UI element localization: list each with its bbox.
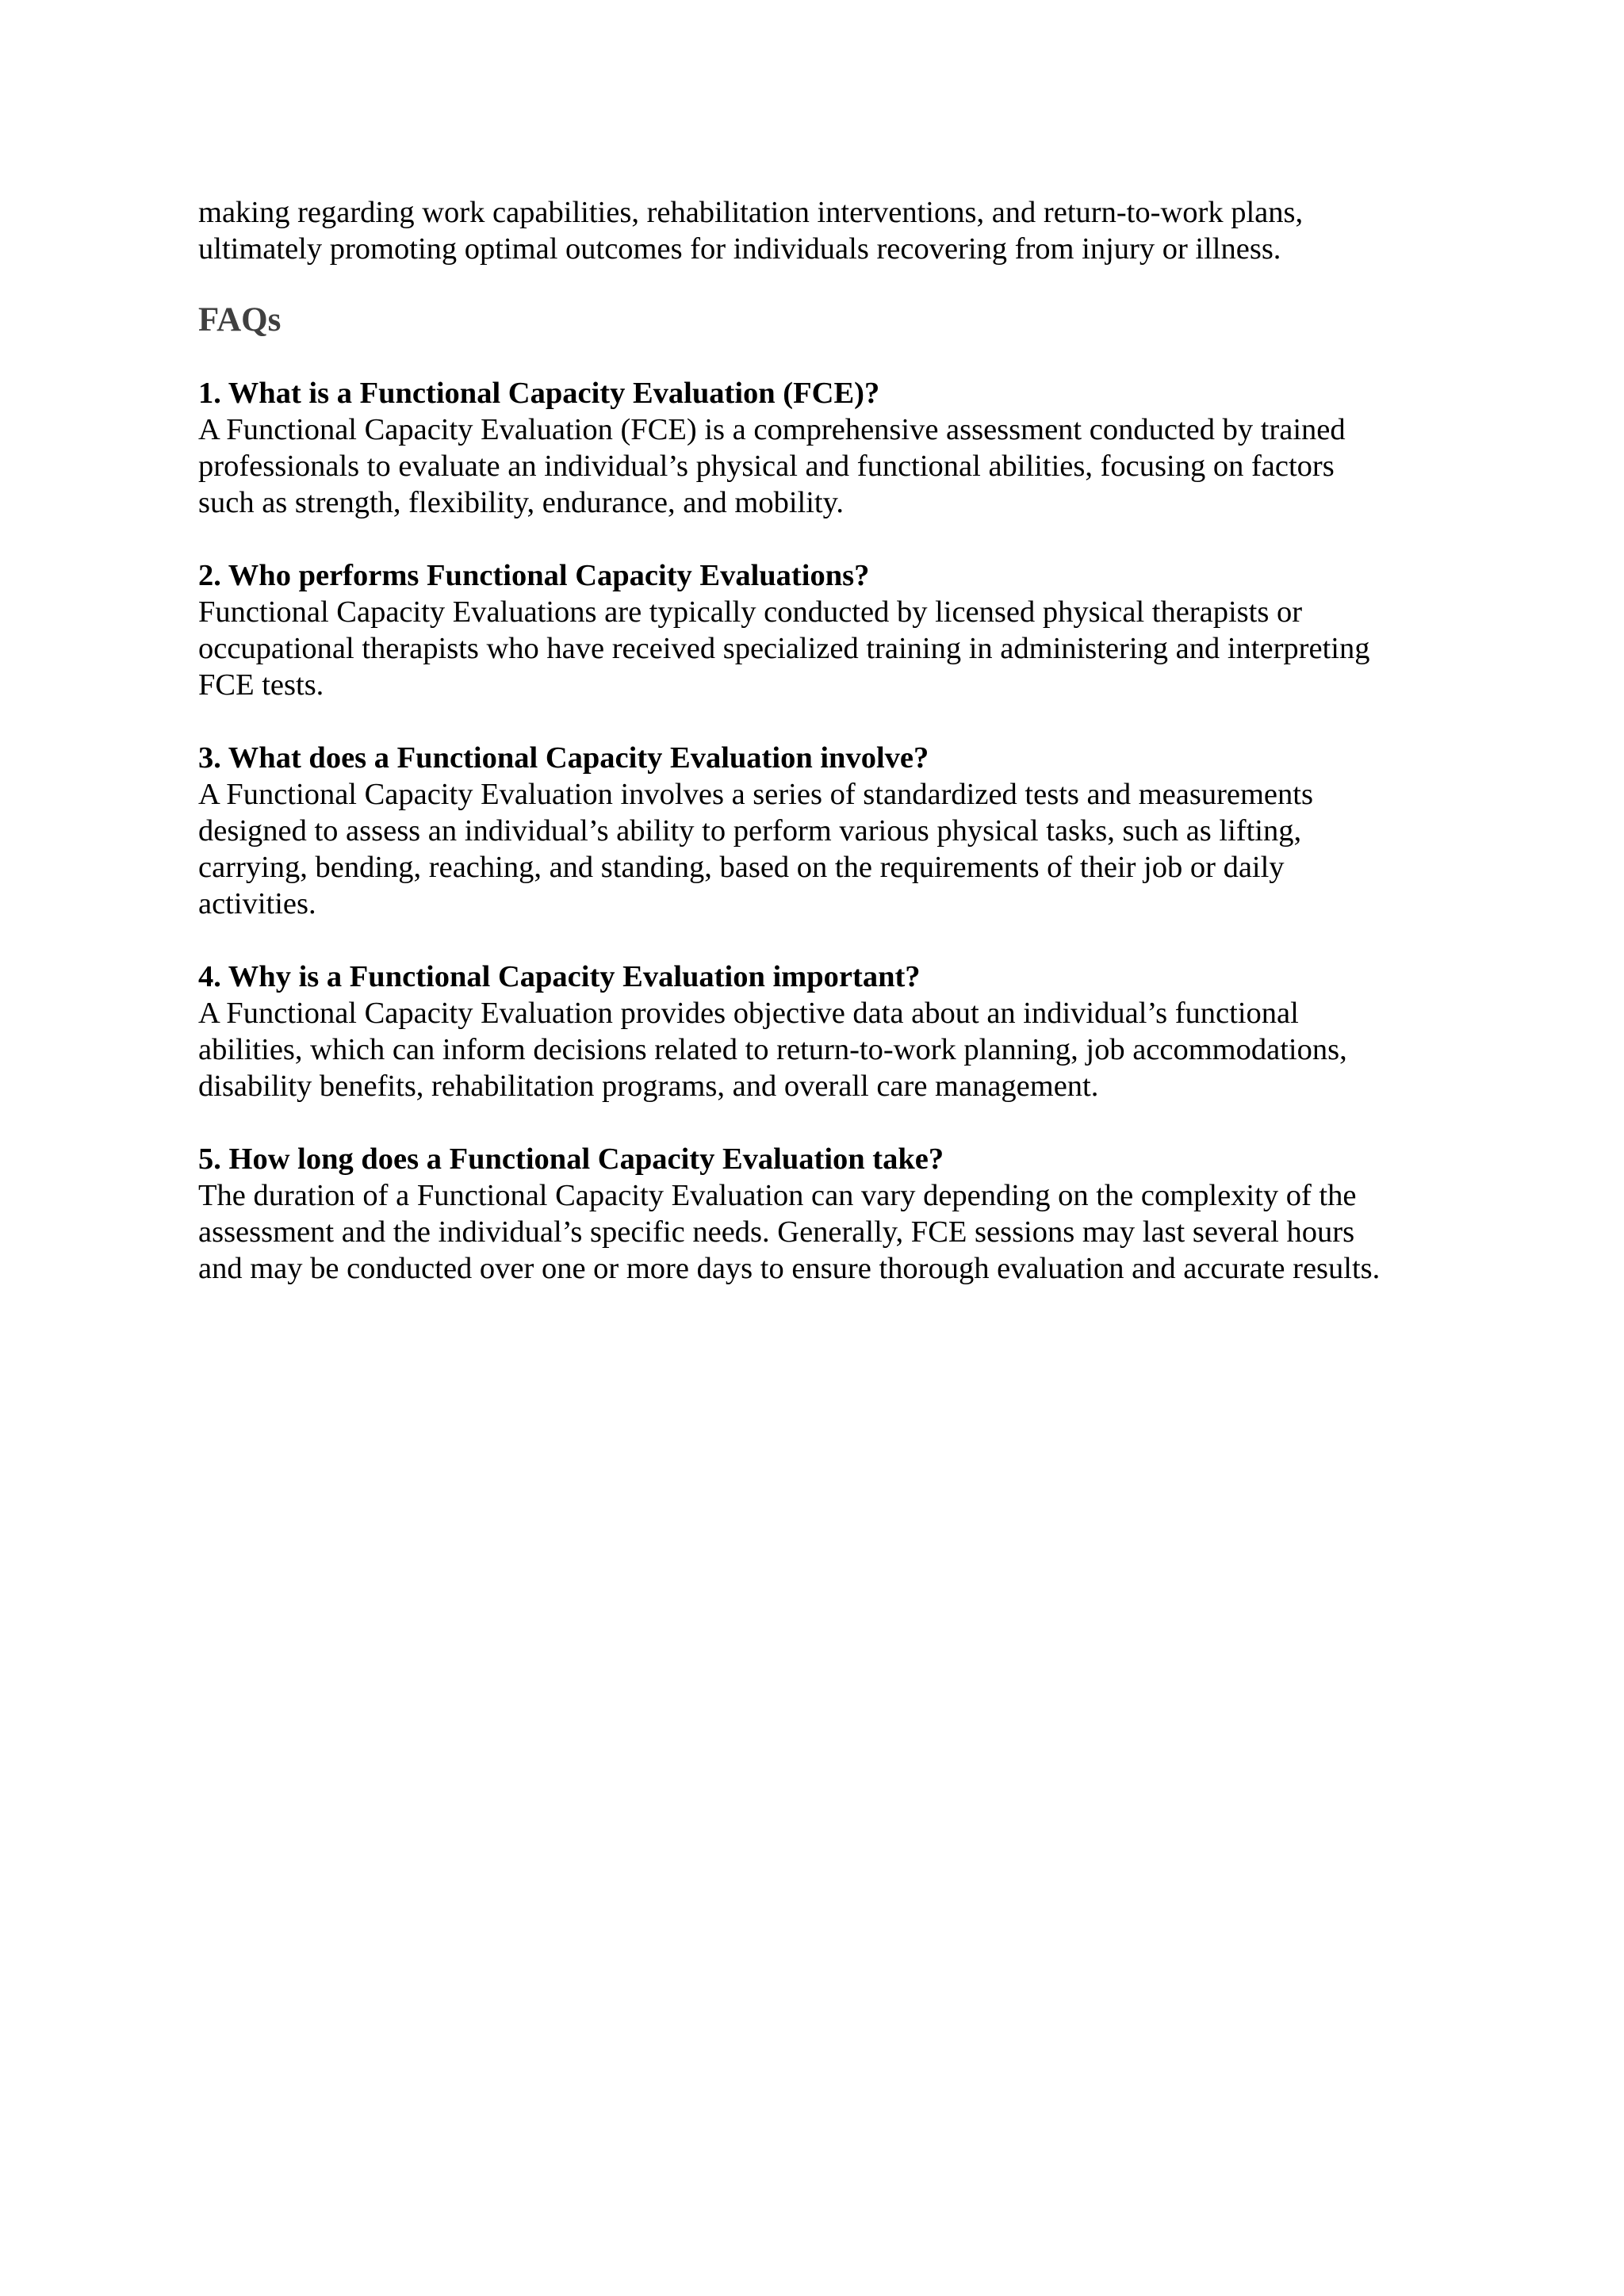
faq-question: 4. Why is a Functional Capacity Evaluation important? bbox=[198, 960, 921, 993]
faq-item-3 bbox=[198, 740, 1435, 922]
answer-line: Functional Capacity Evaluations are typically conducted by licensed physical therapists or bbox=[198, 595, 1303, 629]
answer-line: activities. bbox=[198, 887, 316, 920]
faq-item-4 bbox=[198, 959, 1435, 1104]
faq-question: 5. How long does a Functional Capacity Evaluation take? bbox=[198, 1142, 944, 1176]
answer-line: abilities, which can inform decisions related to return-to-work planning, job accommodations, bbox=[198, 1033, 1347, 1066]
answer-line: carrying, bending, reaching, and standing, based on the requirements of their job or daily bbox=[198, 851, 1285, 884]
faq-answer bbox=[198, 776, 1435, 922]
faq-question: 2. Who performs Functional Capacity Evaluations? bbox=[198, 559, 870, 592]
faq-item-5 bbox=[198, 1141, 1435, 1287]
answer-line: and may be conducted over one or more days to ensure thorough evaluation and accurate results. bbox=[198, 1252, 1381, 1285]
answer-line: A Functional Capacity Evaluation involves a series of standardized tests and measurements bbox=[198, 778, 1313, 811]
answer-line: designed to assess an individual’s ability to perform various physical tasks, such as lifting, bbox=[198, 814, 1302, 848]
answer-line: disability benefits, rehabilitation programs, and overall care management. bbox=[198, 1070, 1099, 1103]
faq-answer bbox=[198, 594, 1435, 703]
page-content bbox=[198, 194, 1435, 1323]
faq-answer bbox=[198, 411, 1435, 521]
faq-item-1 bbox=[198, 375, 1435, 521]
faq-question: 3. What does a Functional Capacity Evaluation involve? bbox=[198, 741, 929, 775]
answer-line: The duration of a Functional Capacity Evaluation can vary depending on the complexity of the bbox=[198, 1179, 1357, 1212]
answer-line: such as strength, flexibility, endurance, and mobility. bbox=[198, 486, 845, 519]
faq-answer bbox=[198, 995, 1435, 1104]
answer-line: assessment and the individual’s specific needs. Generally, FCE sessions may last several hours bbox=[198, 1215, 1355, 1249]
answer-line: occupational therapists who have received specialized training in administering and interpreting bbox=[198, 632, 1370, 665]
intro-line: ultimately promoting optimal outcomes for individuals recovering from injury or illness. bbox=[198, 232, 1281, 266]
answer-line: A Functional Capacity Evaluation provides objective data about an individual’s functional bbox=[198, 997, 1299, 1030]
faq-heading: FAQs bbox=[198, 301, 282, 339]
faq-item-2 bbox=[198, 557, 1435, 703]
faq-answer bbox=[198, 1177, 1435, 1287]
answer-line: professionals to evaluate an individual’s physical and functional abilities, focusing on factors bbox=[198, 450, 1335, 483]
intro-paragraph bbox=[198, 194, 1435, 267]
answer-line: A Functional Capacity Evaluation (FCE) is a comprehensive assessment conducted by trained bbox=[198, 413, 1346, 446]
intro-line: making regarding work capabilities, rehabilitation interventions, and return-to-work plans, bbox=[198, 196, 1304, 229]
answer-line: FCE tests. bbox=[198, 668, 324, 702]
faq-question: 1. What is a Functional Capacity Evaluation (FCE)? bbox=[198, 377, 880, 410]
